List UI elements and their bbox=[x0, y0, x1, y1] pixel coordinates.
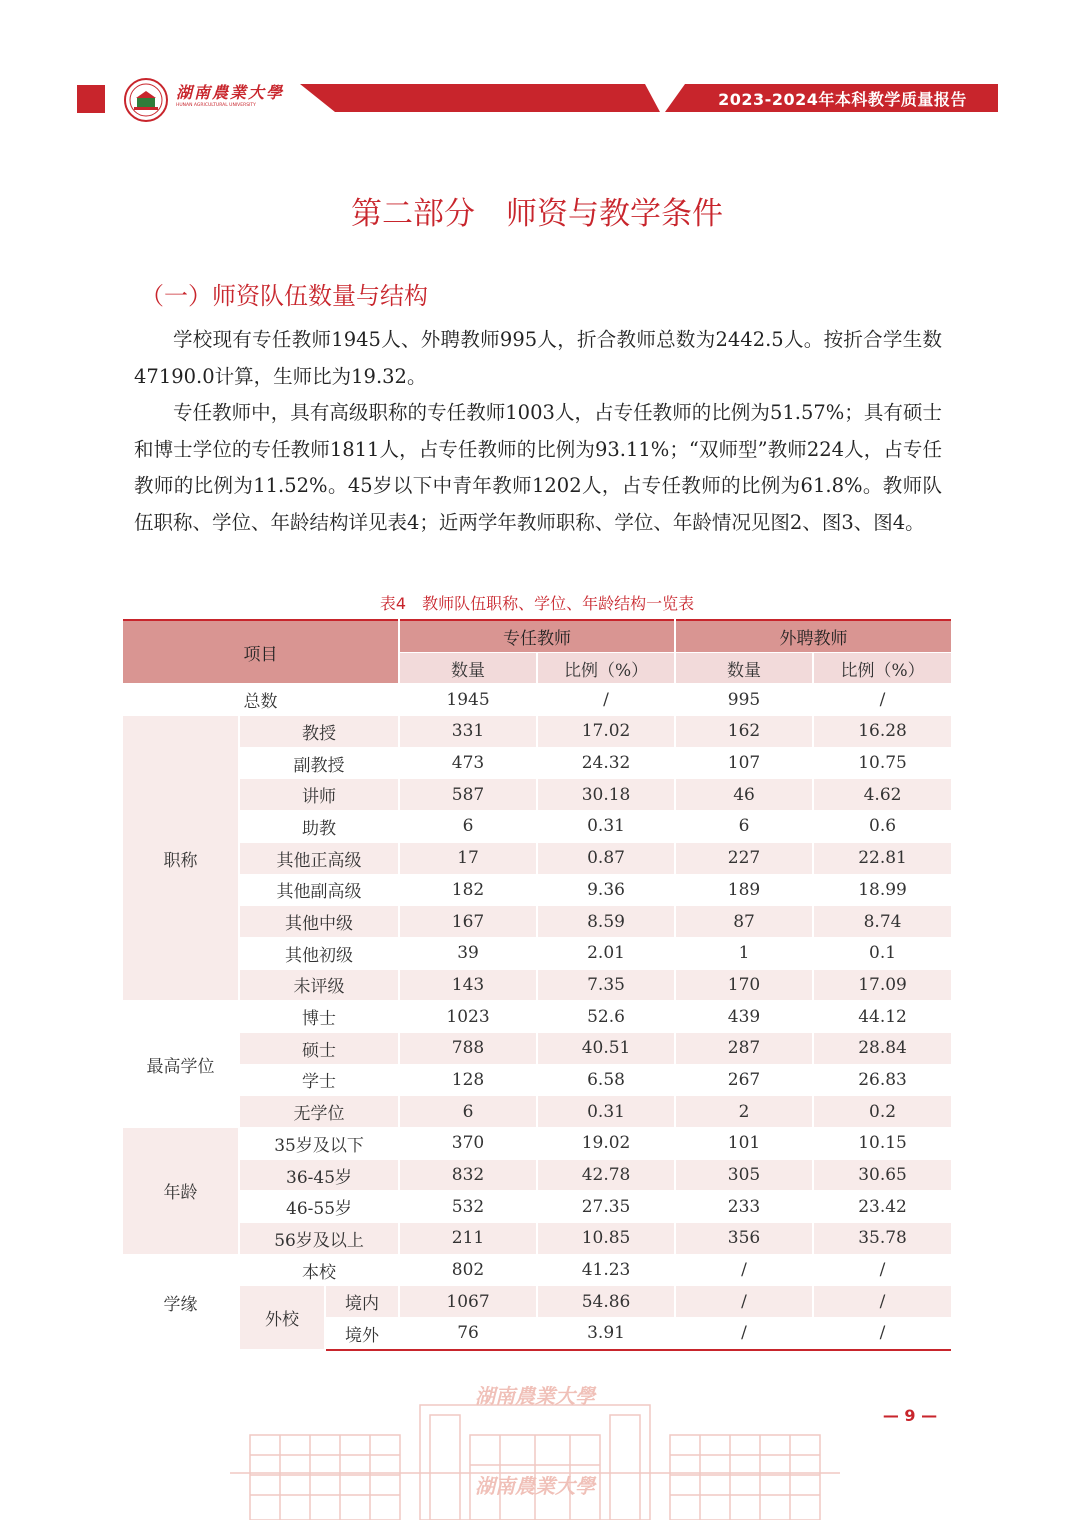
table-row bbox=[123, 684, 951, 716]
cell: 143 bbox=[399, 969, 537, 1001]
cell: / bbox=[813, 684, 951, 716]
table-row bbox=[123, 1064, 951, 1096]
cell: 28.84 bbox=[813, 1032, 951, 1064]
cell: 189 bbox=[675, 874, 813, 906]
cell: 107 bbox=[675, 747, 813, 779]
row-label: 博士 bbox=[239, 1001, 399, 1033]
row-label: 未评级 bbox=[239, 969, 399, 1001]
report-title: 2023-2024年本科教学质量报告 bbox=[718, 90, 967, 109]
row-label: 教授 bbox=[239, 716, 399, 748]
cell: 233 bbox=[675, 1191, 813, 1223]
cell: 6 bbox=[399, 811, 537, 843]
cell: 6.58 bbox=[537, 1064, 675, 1096]
table-row bbox=[123, 779, 951, 811]
cell: 788 bbox=[399, 1032, 537, 1064]
table-row bbox=[123, 969, 951, 1001]
cell: 162 bbox=[675, 716, 813, 748]
row-label: 讲师 bbox=[239, 779, 399, 811]
header-ratio: 比例（%） bbox=[813, 652, 951, 684]
header-count: 数量 bbox=[675, 652, 813, 684]
cell: 35.78 bbox=[813, 1223, 951, 1255]
cell: 46 bbox=[675, 779, 813, 811]
cell: 2 bbox=[675, 1096, 813, 1128]
header-count: 数量 bbox=[399, 652, 537, 684]
cell: 167 bbox=[399, 906, 537, 938]
cell: / bbox=[813, 1286, 951, 1318]
header-ratio: 比例（%） bbox=[537, 652, 675, 684]
cell: 0.87 bbox=[537, 842, 675, 874]
header-red-block bbox=[77, 85, 105, 113]
row-label: 境内 bbox=[325, 1286, 399, 1318]
row-label: 46-55岁 bbox=[239, 1191, 399, 1223]
cell: 42.78 bbox=[537, 1159, 675, 1191]
cell: 1067 bbox=[399, 1286, 537, 1318]
row-label: 境外 bbox=[325, 1318, 399, 1350]
cell: 3.91 bbox=[537, 1318, 675, 1350]
campus-building-watermark bbox=[230, 1385, 840, 1520]
row-label: 其他初级 bbox=[239, 937, 399, 969]
table-row bbox=[123, 1223, 951, 1255]
cell: 10.75 bbox=[813, 747, 951, 779]
cell: 10.15 bbox=[813, 1128, 951, 1160]
cell: 76 bbox=[399, 1318, 537, 1350]
row-label: 硕士 bbox=[239, 1032, 399, 1064]
cell: 26.83 bbox=[813, 1064, 951, 1096]
cell: 182 bbox=[399, 874, 537, 906]
cell: 40.51 bbox=[537, 1032, 675, 1064]
section-title: （一）师资队伍数量与结构 bbox=[140, 282, 428, 310]
cell: 305 bbox=[675, 1159, 813, 1191]
row-label: 其他正高级 bbox=[239, 842, 399, 874]
cell: 30.65 bbox=[813, 1159, 951, 1191]
row-label: 助教 bbox=[239, 811, 399, 843]
table-row bbox=[123, 1001, 951, 1033]
row-label: 36-45岁 bbox=[239, 1159, 399, 1191]
cell: 128 bbox=[399, 1064, 537, 1096]
subgroup-label: 外校 bbox=[239, 1286, 325, 1350]
row-label: 其他副高级 bbox=[239, 874, 399, 906]
cell: 17 bbox=[399, 842, 537, 874]
row-label: 其他中级 bbox=[239, 906, 399, 938]
cell: 6 bbox=[675, 811, 813, 843]
table-row bbox=[123, 1159, 951, 1191]
cell: / bbox=[813, 1318, 951, 1350]
cell: 0.2 bbox=[813, 1096, 951, 1128]
cell: 41.23 bbox=[537, 1254, 675, 1286]
row-label: 学士 bbox=[239, 1064, 399, 1096]
cell: 8.74 bbox=[813, 906, 951, 938]
university-logo-icon bbox=[124, 78, 168, 122]
row-label: 56岁及以上 bbox=[239, 1223, 399, 1255]
table-row bbox=[123, 1128, 951, 1160]
cell: 22.81 bbox=[813, 842, 951, 874]
header-external: 外聘教师 bbox=[675, 620, 951, 652]
paragraph-2: 专任教师中，具有高级职称的专任教师1003人，占专任教师的比例为51.57%；具有硕士和博士学位的专任教师1811人，占专任教师的比例为93.11%；“双师型”教师224人，占专任教师的比例为11.52%。45岁以下中青年教师1202人，占专任教师的比例为61.8%。教师队伍职称、学位、年龄结构详见表4；近两学年教师职称、学位、年龄情况见图2、图3、图4。 bbox=[134, 401, 942, 534]
cell: 7.35 bbox=[537, 969, 675, 1001]
cell: 370 bbox=[399, 1128, 537, 1160]
table-row bbox=[123, 874, 951, 906]
cell: 101 bbox=[675, 1128, 813, 1160]
cell: 87 bbox=[675, 906, 813, 938]
row-label: 无学位 bbox=[239, 1096, 399, 1128]
table-row bbox=[123, 937, 951, 969]
cell: 0.6 bbox=[813, 811, 951, 843]
cell: / bbox=[675, 1254, 813, 1286]
cell: 52.6 bbox=[537, 1001, 675, 1033]
cell: 211 bbox=[399, 1223, 537, 1255]
group-label: 学缘 bbox=[123, 1254, 239, 1350]
watermark-text-top: 湖南農業大學 bbox=[475, 1385, 595, 1408]
cell: 19.02 bbox=[537, 1128, 675, 1160]
cell: 832 bbox=[399, 1159, 537, 1191]
cell: 356 bbox=[675, 1223, 813, 1255]
cell: / bbox=[813, 1254, 951, 1286]
cell: 1945 bbox=[399, 684, 537, 716]
row-label: 本校 bbox=[239, 1254, 399, 1286]
cell: 1023 bbox=[399, 1001, 537, 1033]
cell: 0.1 bbox=[813, 937, 951, 969]
cell: 1 bbox=[675, 937, 813, 969]
part-title: 第二部分 师资与教学条件 bbox=[351, 196, 723, 232]
cell: 4.62 bbox=[813, 779, 951, 811]
table-row bbox=[123, 1032, 951, 1064]
cell: 473 bbox=[399, 747, 537, 779]
table-row bbox=[123, 1191, 951, 1223]
cell: 17.09 bbox=[813, 969, 951, 1001]
cell: 0.31 bbox=[537, 811, 675, 843]
page-number: — 9 — bbox=[882, 1406, 938, 1425]
cell: 30.18 bbox=[537, 779, 675, 811]
watermark-text-bottom: 湖南農業大學 bbox=[475, 1474, 595, 1498]
table-row bbox=[123, 716, 951, 748]
header-item: 项目 bbox=[123, 620, 399, 684]
paragraph-1: 学校现有专任教师1945人、外聘教师995人，折合教师总数为2442.5人。按折合学生数47190.0计算，生师比为19.32。 bbox=[134, 328, 942, 388]
group-label: 最高学位 bbox=[123, 1001, 239, 1128]
cell: 267 bbox=[675, 1064, 813, 1096]
group-label: 年龄 bbox=[123, 1128, 239, 1255]
cell: 6 bbox=[399, 1096, 537, 1128]
cell: 2.01 bbox=[537, 937, 675, 969]
table-caption: 表4 教师队伍职称、学位、年龄结构一览表 bbox=[379, 594, 695, 613]
row-label: 副教授 bbox=[239, 747, 399, 779]
cell: / bbox=[675, 1286, 813, 1318]
cell: 27.35 bbox=[537, 1191, 675, 1223]
cell: / bbox=[537, 684, 675, 716]
table-row bbox=[123, 906, 951, 938]
table-row bbox=[123, 1286, 951, 1318]
cell: 331 bbox=[399, 716, 537, 748]
cell: 17.02 bbox=[537, 716, 675, 748]
cell: / bbox=[675, 1318, 813, 1350]
cell: 44.12 bbox=[813, 1001, 951, 1033]
cell: 18.99 bbox=[813, 874, 951, 906]
cell: 439 bbox=[675, 1001, 813, 1033]
cell: 39 bbox=[399, 937, 537, 969]
cell: 802 bbox=[399, 1254, 537, 1286]
cell: 8.59 bbox=[537, 906, 675, 938]
row-label: 总数 bbox=[123, 684, 399, 716]
cell: 0.31 bbox=[537, 1096, 675, 1128]
group-label: 职称 bbox=[123, 716, 239, 1001]
cell: 995 bbox=[675, 684, 813, 716]
table-row bbox=[123, 747, 951, 779]
cell: 170 bbox=[675, 969, 813, 1001]
cell: 532 bbox=[399, 1191, 537, 1223]
cell: 10.85 bbox=[537, 1223, 675, 1255]
table-row bbox=[123, 842, 951, 874]
cell: 9.36 bbox=[537, 874, 675, 906]
table-row bbox=[123, 811, 951, 843]
cell: 54.86 bbox=[537, 1286, 675, 1318]
cell: 287 bbox=[675, 1032, 813, 1064]
table-row bbox=[123, 1254, 951, 1286]
cell: 24.32 bbox=[537, 747, 675, 779]
cell: 227 bbox=[675, 842, 813, 874]
faculty-structure-table bbox=[123, 619, 951, 1351]
cell: 587 bbox=[399, 779, 537, 811]
table-row bbox=[123, 1096, 951, 1128]
cell: 23.42 bbox=[813, 1191, 951, 1223]
header-fulltime: 专任教师 bbox=[399, 620, 675, 652]
university-name-logotype: 湖南農業大學 HUNAN AGRICULTURAL UNIVERSITY bbox=[176, 83, 285, 108]
cell: 16.28 bbox=[813, 716, 951, 748]
row-label: 35岁及以下 bbox=[239, 1128, 399, 1160]
